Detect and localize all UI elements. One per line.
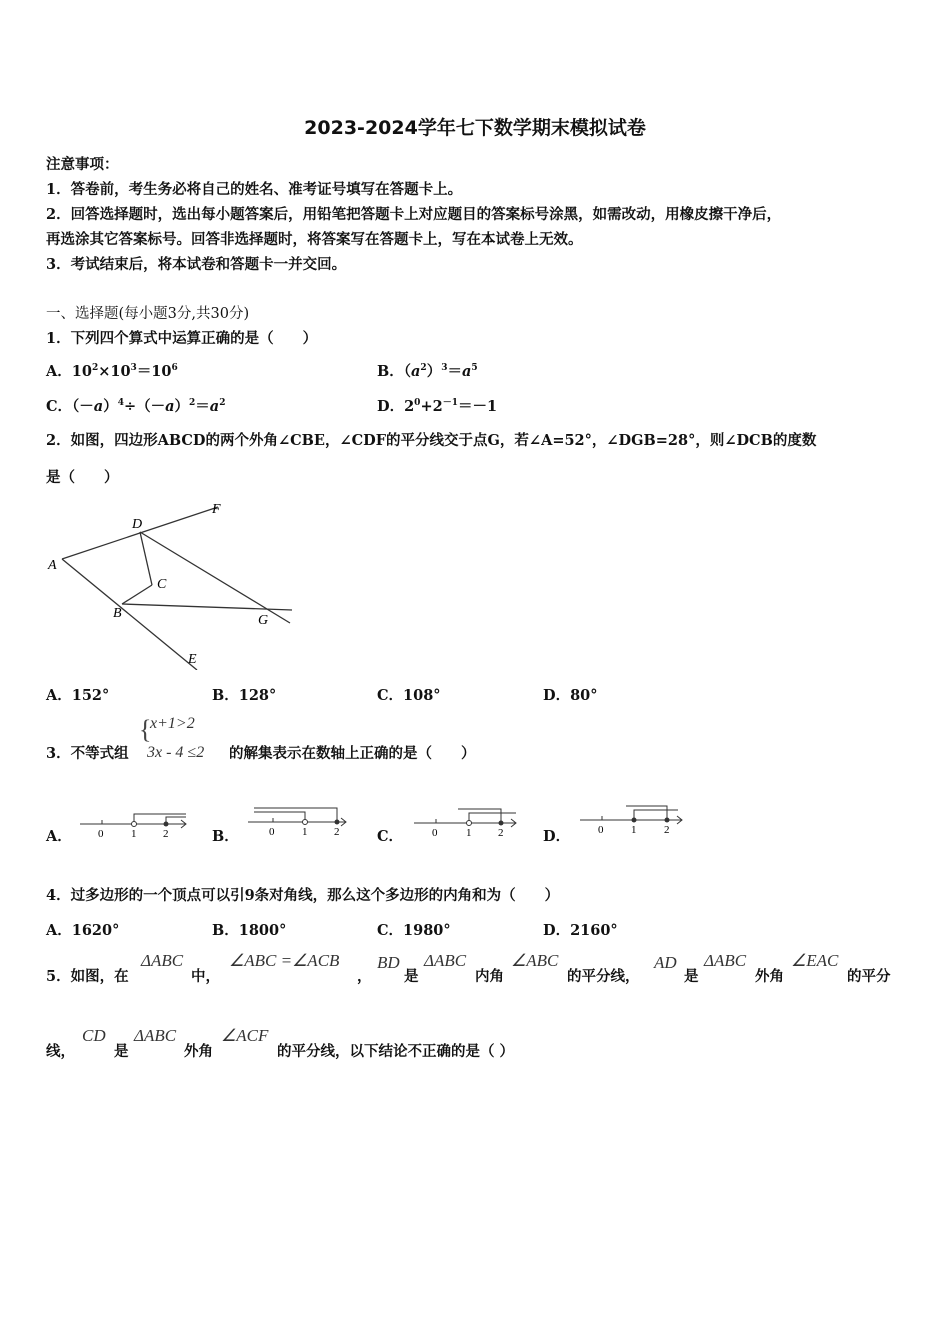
q2-option-c: C．108° bbox=[377, 687, 441, 704]
q5-math: ∠ACF bbox=[221, 1026, 269, 1045]
q5-math: ΔABC bbox=[134, 1026, 177, 1045]
q5-math: ΔABC bbox=[141, 951, 184, 970]
q3-option-b-label: B． bbox=[212, 828, 239, 845]
point-label-f: F bbox=[212, 502, 221, 517]
q3-option-c-label: C． bbox=[377, 828, 404, 845]
q5-math: AD bbox=[654, 953, 677, 972]
tick-label: 0 bbox=[98, 828, 104, 840]
closed-point bbox=[164, 822, 169, 827]
q5-math: CD bbox=[82, 1026, 106, 1045]
point-label-a: A bbox=[48, 558, 57, 573]
q5-math: BD bbox=[377, 953, 400, 972]
point-label-g: G bbox=[258, 613, 269, 628]
q5-text: 是 bbox=[114, 1043, 129, 1060]
q5-text: ， bbox=[357, 968, 372, 985]
notice-item: 2．回答选择题时，选出每小题答案后，用铅笔把答题卡上对应题目的答案标号涂黑，如需改动，用橡皮擦干净后， bbox=[46, 206, 782, 223]
notice-item: 再选涂其它答案标号。回答非选择题时，将答案写在答题卡上，写在本试卷上无效。 bbox=[46, 231, 583, 248]
question-3-suffix: 的解集表示在数轴上正确的是（ ） bbox=[229, 745, 476, 762]
closed-point bbox=[632, 818, 637, 823]
q5-math: ∠ABC bbox=[511, 951, 559, 970]
question-3-prefix: 3．不等式组 bbox=[46, 745, 129, 762]
tick-label: 2 bbox=[664, 824, 670, 836]
q5-text: 的平分线， bbox=[567, 968, 640, 985]
closed-point bbox=[335, 820, 340, 825]
tick-label: 2 bbox=[334, 826, 340, 838]
inequality-2: 3x - 4 ≤2 bbox=[147, 744, 205, 761]
section-heading: 一、选择题(每小题3分,共30分) bbox=[46, 306, 250, 322]
number-line-d bbox=[578, 798, 693, 836]
q5-text: 是 bbox=[404, 968, 419, 985]
q5-math: ΔABC bbox=[424, 951, 467, 970]
number-line-a bbox=[78, 808, 193, 840]
q5-text: 中， bbox=[191, 968, 220, 985]
question-2-stem-cont: 是（ ） bbox=[46, 469, 119, 486]
q5-text: 内角 bbox=[475, 968, 504, 985]
q5-text: 外角 bbox=[755, 968, 784, 985]
tick-label: 0 bbox=[269, 826, 275, 838]
q2-option-a: A．152° bbox=[46, 687, 110, 704]
notice-item: 1．答卷前，考生务必将自己的姓名、准考证号填写在答题卡上。 bbox=[46, 181, 463, 198]
q5-text: 是 bbox=[684, 968, 699, 985]
tick-label: 2 bbox=[163, 828, 169, 840]
tick-label: 0 bbox=[598, 824, 604, 836]
point-label-d: D bbox=[132, 517, 143, 532]
q5-math: ∠ABC =∠ACB bbox=[229, 951, 340, 970]
closed-point bbox=[499, 821, 504, 826]
q4-option-b: B．1800° bbox=[212, 922, 287, 939]
q4-option-c: C．1980° bbox=[377, 922, 451, 939]
number-line-c bbox=[412, 803, 527, 841]
q5-text: 5．如图，在 bbox=[46, 968, 129, 985]
q1-option-b: B．$(a^2)^3=a^5$ bbox=[377, 363, 478, 380]
point-label-c: C bbox=[157, 577, 167, 592]
q2-option-b: B．128° bbox=[212, 687, 277, 704]
page-title: 2023-2024学年七下数学期末模拟试卷 bbox=[304, 117, 646, 139]
q5-text: 外角 bbox=[184, 1043, 213, 1060]
point-label-e: E bbox=[188, 652, 197, 667]
q4-option-a: A．1620° bbox=[46, 922, 120, 939]
q5-text: 线， bbox=[46, 1043, 75, 1060]
q1-option-c: C．$(-a)^4\div(-a)^2=a^2$ bbox=[46, 398, 226, 415]
question-1-stem: 1．下列四个算式中运算正确的是（ ） bbox=[46, 330, 318, 347]
open-point bbox=[467, 821, 472, 826]
tick-label: 1 bbox=[466, 827, 472, 839]
notice-heading: 注意事项： bbox=[46, 156, 119, 173]
q2-option-d: D．80° bbox=[543, 687, 598, 704]
question-2-stem: 2．如图，四边形ABCD的两个外角∠CBE，∠CDF的平分线交于点G，若∠A=52°，∠DGB=28°，则∠DCB的度数 bbox=[46, 432, 817, 449]
open-point bbox=[303, 820, 308, 825]
q1-option-a: A．$10^2\times 10^3=10^6$ bbox=[46, 363, 178, 380]
tick-label: 2 bbox=[498, 827, 504, 839]
q5-math: ΔABC bbox=[704, 951, 747, 970]
point-label-b: B bbox=[113, 606, 122, 621]
quadrilateral-figure bbox=[40, 495, 310, 670]
closed-point bbox=[665, 818, 670, 823]
q1-option-d: D．$2^0+2^{-1}=-1$ bbox=[377, 398, 498, 415]
q3-option-d-label: D． bbox=[543, 828, 571, 845]
q3-option-a-label: A． bbox=[46, 828, 72, 845]
inequality-1: x+1>2 bbox=[150, 715, 195, 732]
open-point bbox=[132, 822, 137, 827]
q5-math: ∠EAC bbox=[791, 951, 839, 970]
brace-icon: { bbox=[139, 715, 152, 744]
tick-label: 1 bbox=[131, 828, 137, 840]
tick-label: 1 bbox=[631, 824, 637, 836]
notice-item: 3．考试结束后，将本试卷和答题卡一并交回。 bbox=[46, 256, 347, 273]
q5-text: 的平分 bbox=[847, 968, 891, 985]
tick-label: 1 bbox=[302, 826, 308, 838]
q4-option-d: D．2160° bbox=[543, 922, 618, 939]
question-4-stem: 4．过多边形的一个顶点可以引9条对角线，那么这个多边形的内角和为（ ） bbox=[46, 887, 560, 904]
tick-label: 0 bbox=[432, 827, 438, 839]
number-line-b bbox=[246, 800, 361, 840]
q5-text: 的平分线，以下结论不正确的是（ ） bbox=[277, 1043, 515, 1060]
